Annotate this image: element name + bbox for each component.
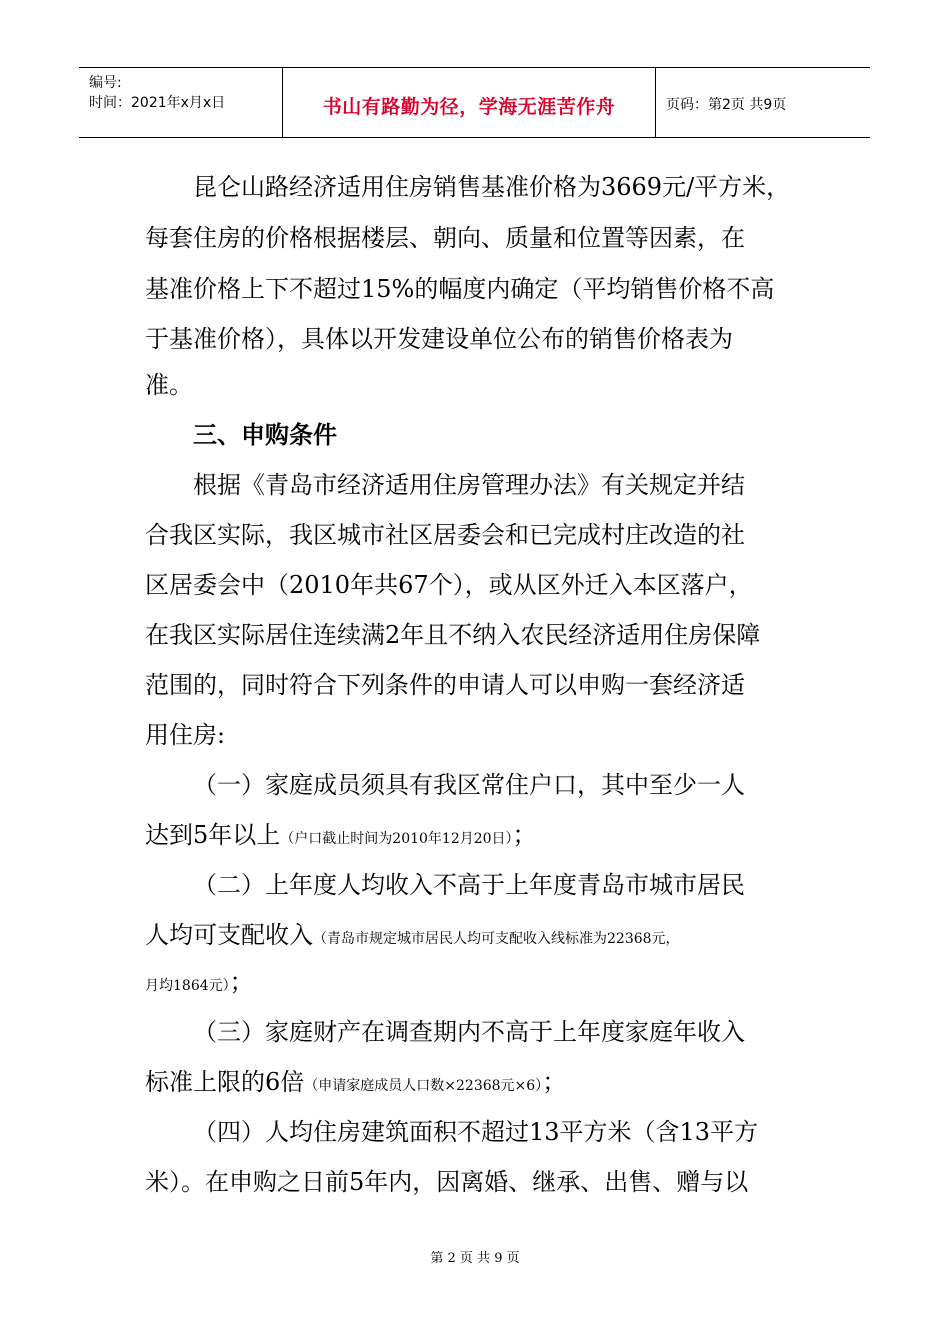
body-line: 每套住房的价格根据楼层、朝向、质量和位置等因素，在 — [145, 224, 745, 252]
condition-2-line: 人均可支配收入（青岛市规定城市居民人均可支配收入线标准为22368元， — [145, 921, 680, 949]
body-line: 区居委会中（2010年共67个），或从区外迁入本区落户， — [145, 571, 753, 599]
condition-3-line: 标准上限的6倍（申请家庭成员人口数×22368元×6）； — [145, 1068, 567, 1096]
header-info-cell — [79, 68, 283, 137]
condition-2-line: 月均1864元）； — [145, 968, 254, 996]
condition-4-line: （四）人均住房建筑面积不超过13平方米（含13平方 — [193, 1118, 759, 1146]
condition-3-note: （申请家庭成员人口数×22368元×6） — [304, 1078, 543, 1094]
body-line: 根据《青岛市经济适用住房管理办法》有关规定并结 — [193, 471, 745, 499]
body-line: 用住房: — [145, 721, 226, 749]
body-line: 昆仑山路经济适用住房销售基准价格为3669元/平方米， — [193, 173, 791, 201]
document-number-label: 编号: — [89, 75, 122, 91]
condition-2-note: （青岛市规定城市居民人均可支配收入线标准为22368元， — [313, 931, 680, 947]
condition-1-note: （户口截止时间为2010年12月20日） — [280, 831, 513, 847]
condition-1-line: （一）家庭成员须具有我区常住户口，其中至少一人 — [193, 771, 745, 799]
header-page-cell — [656, 68, 870, 137]
body-line: 准。 — [145, 371, 193, 399]
body-line: 于基准价格），具体以开发建设单位公布的销售价格表为 — [145, 325, 733, 353]
condition-2-note-cont: 月均1864元） — [145, 978, 230, 994]
document-header — [79, 67, 870, 138]
header-motto-cell — [283, 68, 656, 137]
header-motto: 书山有路勤为径，学海无涯苦作舟 — [322, 96, 616, 118]
header-page-number: 页码：第2页 共9页 — [666, 97, 787, 113]
page-footer: 第 2 页 共 9 页 — [430, 1251, 520, 1266]
body-line: 在我区实际居住连续满2年且不纳入农民经济适用住房保障 — [145, 621, 761, 649]
condition-1-line: 达到5年以上（户口截止时间为2010年12月20日）； — [145, 821, 537, 849]
section-heading: 三、申购条件 — [193, 421, 337, 449]
body-line: 基准价格上下不超过15%的幅度内确定（平均销售价格不高 — [145, 275, 775, 303]
body-line: 合我区实际，我区城市社区居委会和已完成村庄改造的社 — [145, 521, 745, 549]
document-time-label: 时间：2021年x月x日 — [89, 95, 226, 111]
condition-4-line: 米）。在申购之日前5年内，因离婚、继承、出售、赠与以 — [145, 1168, 749, 1196]
body-line: 范围的，同时符合下列条件的申请人可以申购一套经济适 — [145, 671, 745, 699]
condition-2-line: （二）上年度人均收入不高于上年度青岛市城市居民 — [193, 871, 745, 899]
condition-3-line: （三）家庭财产在调查期内不高于上年度家庭年收入 — [193, 1018, 745, 1046]
